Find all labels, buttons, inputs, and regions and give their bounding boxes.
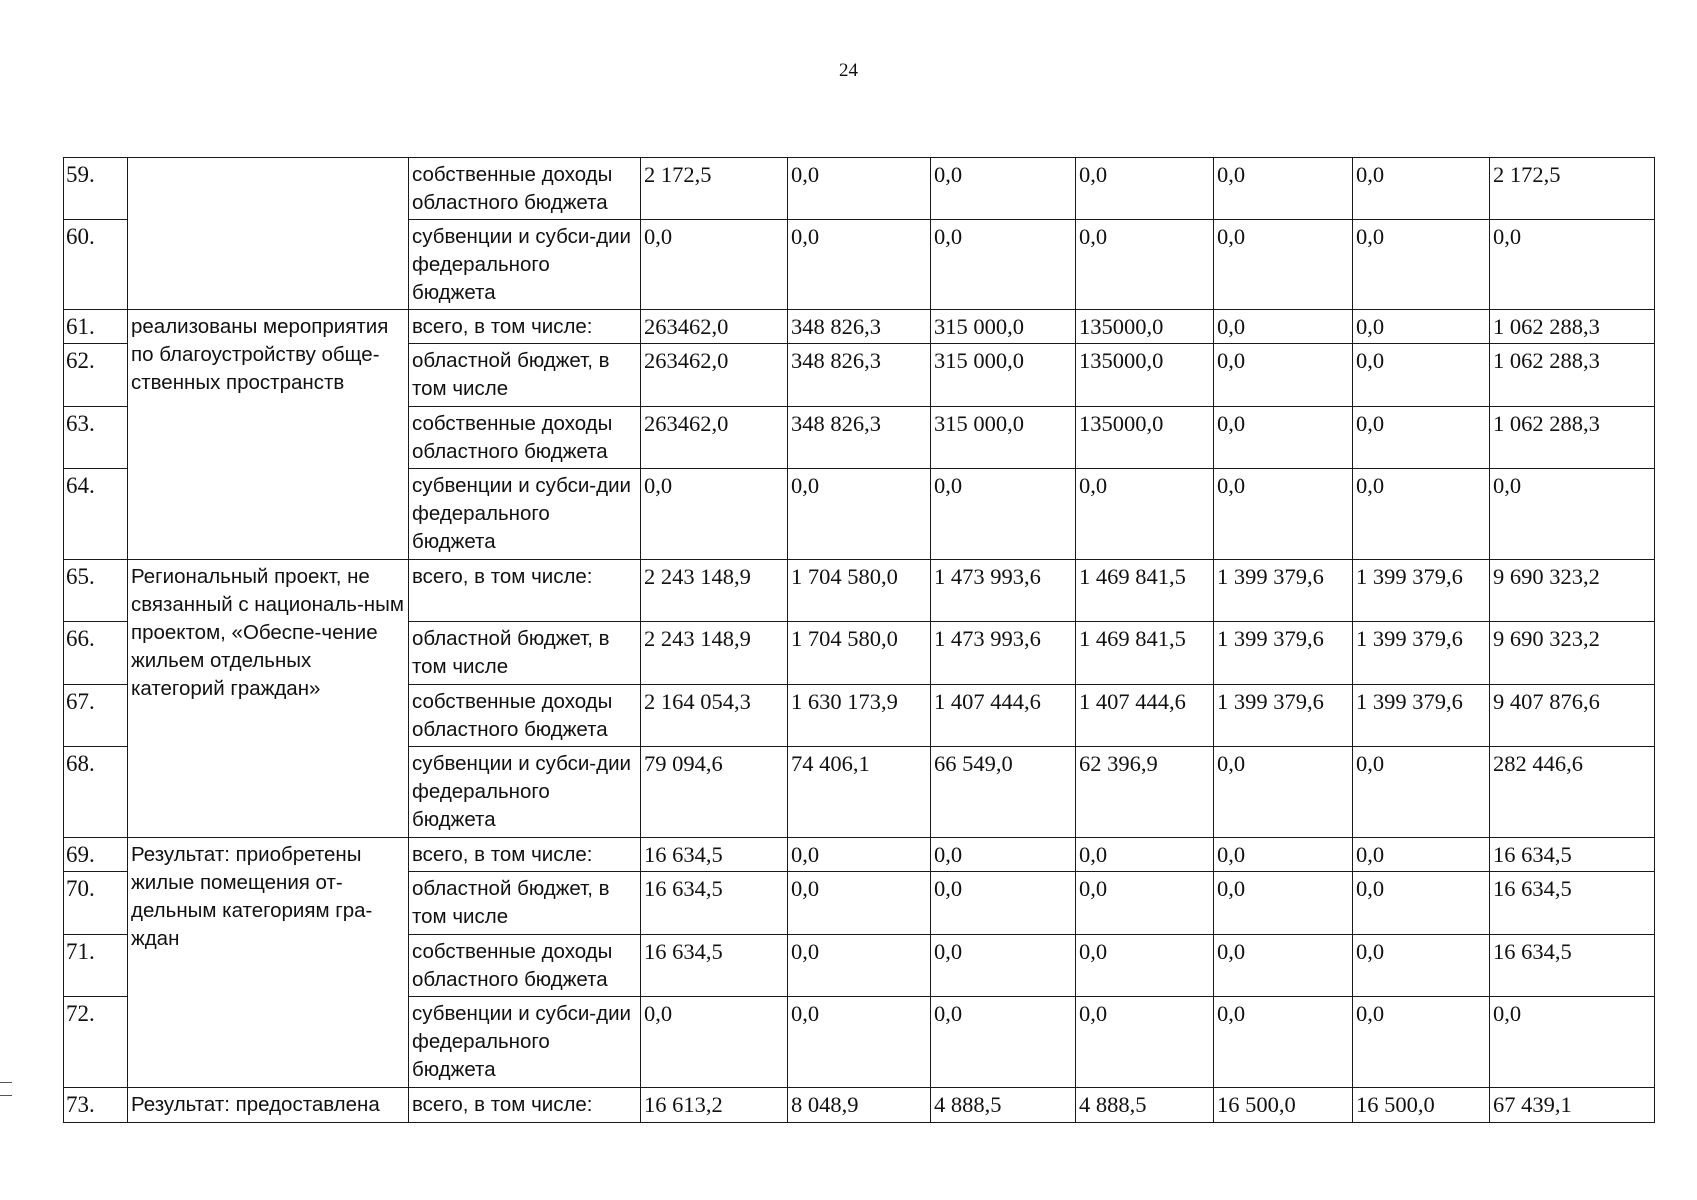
funding-source: всего, в том числе: [409,310,641,344]
value-cell: 0,0 [1076,838,1214,872]
total-cell: 9 690 323,2 [1490,560,1655,622]
scan-margin-marks [0,1082,12,1108]
value-cell: 0,0 [1353,747,1490,838]
value-cell: 135000,0 [1076,407,1214,469]
value-cell: 79 094,6 [641,747,788,838]
funding-source: субвенции и субси-дии федерального бюджета [409,747,641,838]
value-cell: 0,0 [1214,997,1353,1088]
value-cell: 1 399 379,6 [1214,560,1353,622]
value-cell: 0,0 [641,469,788,560]
row-number: 59. [64,158,128,220]
total-cell: 282 446,6 [1490,747,1655,838]
table-row [64,158,1655,220]
value-cell: 2 243 148,9 [641,560,788,622]
total-cell: 0,0 [1490,220,1655,310]
value-cell: 1 469 841,5 [1076,622,1214,685]
funding-source: собственные доходы областного бюджета [409,407,641,469]
budget-table [63,157,1655,1123]
value-cell: 0,0 [1353,310,1490,344]
table-row [64,1088,1655,1123]
total-cell: 0,0 [1490,469,1655,560]
row-number: 71. [64,935,128,997]
row-number: 64. [64,469,128,560]
value-cell: 0,0 [1076,220,1214,310]
value-cell: 0,0 [1353,220,1490,310]
row-number: 68. [64,747,128,838]
value-cell: 0,0 [1076,469,1214,560]
page-number: 24 [839,60,858,81]
funding-source: всего, в том числе: [409,1088,641,1123]
value-cell: 1 630 173,9 [788,685,931,747]
funding-source: собственные доходы областного бюджета [409,935,641,997]
value-cell: 348 826,3 [788,310,931,344]
value-cell: 1 399 379,6 [1214,622,1353,685]
value-cell: 0,0 [1214,158,1353,220]
value-cell: 1 407 444,6 [931,685,1076,747]
margin-tick [0,1095,12,1096]
total-cell: 1 062 288,3 [1490,310,1655,344]
value-cell: 348 826,3 [788,407,931,469]
value-cell: 315 000,0 [931,407,1076,469]
value-cell: 315 000,0 [931,310,1076,344]
row-number: 73. [64,1088,128,1123]
row-number: 67. [64,685,128,747]
value-cell: 0,0 [788,838,931,872]
value-cell: 16 500,0 [1214,1088,1353,1123]
value-cell: 0,0 [1353,872,1490,935]
row-number: 66. [64,622,128,685]
value-cell: 16 613,2 [641,1088,788,1123]
value-cell: 0,0 [1214,310,1353,344]
value-cell: 1 704 580,0 [788,622,931,685]
value-cell: 0,0 [788,158,931,220]
value-cell: 348 826,3 [788,344,931,407]
group-label: реализованы мероприятия по благоустройству обще-ственных пространств [128,310,409,560]
value-cell: 0,0 [788,220,931,310]
funding-source: собственные доходы областного бюджета [409,158,641,220]
funding-source: всего, в том числе: [409,560,641,622]
total-cell: 2 172,5 [1490,158,1655,220]
funding-source: собственные доходы областного бюджета [409,685,641,747]
row-number: 62. [64,344,128,407]
value-cell: 0,0 [788,997,931,1088]
table-row [64,838,1655,872]
value-cell: 1 407 444,6 [1076,685,1214,747]
value-cell: 2 164 054,3 [641,685,788,747]
funding-source: всего, в том числе: [409,838,641,872]
funding-source: областной бюджет, в том числе [409,622,641,685]
value-cell: 135000,0 [1076,344,1214,407]
value-cell: 0,0 [1214,344,1353,407]
value-cell: 1 399 379,6 [1353,685,1490,747]
group-label: Региональный проект, не связанный с националь-ным проектом, «Обеспе-чение жильем отдельных категорий граждан» [128,560,409,838]
value-cell: 0,0 [931,220,1076,310]
margin-tick [0,1082,12,1083]
value-cell: 0,0 [1214,407,1353,469]
value-cell: 0,0 [931,838,1076,872]
value-cell: 0,0 [1214,469,1353,560]
value-cell: 0,0 [641,997,788,1088]
total-cell: 16 634,5 [1490,872,1655,935]
value-cell: 0,0 [1353,838,1490,872]
value-cell: 2 243 148,9 [641,622,788,685]
funding-source: субвенции и субси-дии федерального бюджета [409,469,641,560]
row-number: 63. [64,407,128,469]
value-cell: 0,0 [788,469,931,560]
value-cell: 0,0 [931,158,1076,220]
value-cell: 4 888,5 [931,1088,1076,1123]
value-cell: 1 473 993,6 [931,560,1076,622]
group-label [128,158,409,310]
value-cell: 0,0 [1214,838,1353,872]
total-cell: 1 062 288,3 [1490,407,1655,469]
value-cell: 0,0 [1076,997,1214,1088]
value-cell: 16 634,5 [641,838,788,872]
value-cell: 263462,0 [641,407,788,469]
row-number: 69. [64,838,128,872]
group-label: Результат: предоставлена [128,1088,409,1123]
value-cell: 1 473 993,6 [931,622,1076,685]
total-cell: 0,0 [1490,997,1655,1088]
value-cell: 0,0 [788,872,931,935]
funding-source: областной бюджет, в том числе [409,872,641,935]
value-cell: 0,0 [1076,872,1214,935]
value-cell: 0,0 [1353,935,1490,997]
value-cell: 1 399 379,6 [1353,622,1490,685]
total-cell: 67 439,1 [1490,1088,1655,1123]
value-cell: 0,0 [1214,747,1353,838]
value-cell: 263462,0 [641,344,788,407]
row-number: 65. [64,560,128,622]
value-cell: 1 704 580,0 [788,560,931,622]
value-cell: 16 634,5 [641,872,788,935]
total-cell: 16 634,5 [1490,935,1655,997]
value-cell: 62 396,9 [1076,747,1214,838]
table-row [64,560,1655,622]
value-cell: 0,0 [1214,872,1353,935]
value-cell: 0,0 [1353,344,1490,407]
total-cell: 1 062 288,3 [1490,344,1655,407]
row-number: 70. [64,872,128,935]
total-cell: 9 690 323,2 [1490,622,1655,685]
value-cell: 315 000,0 [931,344,1076,407]
value-cell: 0,0 [641,220,788,310]
value-cell: 135000,0 [1076,310,1214,344]
table-row [64,310,1655,344]
value-cell: 0,0 [1353,997,1490,1088]
value-cell: 0,0 [1353,158,1490,220]
value-cell: 1 399 379,6 [1353,560,1490,622]
value-cell: 16 634,5 [641,935,788,997]
value-cell: 0,0 [931,935,1076,997]
value-cell: 0,0 [1076,158,1214,220]
value-cell: 16 500,0 [1353,1088,1490,1123]
row-number: 60. [64,220,128,310]
total-cell: 9 407 876,6 [1490,685,1655,747]
value-cell: 1 469 841,5 [1076,560,1214,622]
group-label: Результат: приобретены жилые помещения от-дельным категориям гра-ждан [128,838,409,1088]
value-cell: 0,0 [1214,220,1353,310]
funding-source: областной бюджет, в том числе [409,344,641,407]
row-number: 72. [64,997,128,1088]
value-cell: 0,0 [931,997,1076,1088]
value-cell: 0,0 [1214,935,1353,997]
value-cell: 4 888,5 [1076,1088,1214,1123]
value-cell: 2 172,5 [641,158,788,220]
funding-source: субвенции и субси-дии федерального бюджета [409,220,641,310]
value-cell: 0,0 [931,872,1076,935]
value-cell: 74 406,1 [788,747,931,838]
value-cell: 0,0 [788,935,931,997]
value-cell: 1 399 379,6 [1214,685,1353,747]
value-cell: 8 048,9 [788,1088,931,1123]
value-cell: 0,0 [1353,469,1490,560]
value-cell: 263462,0 [641,310,788,344]
value-cell: 0,0 [931,469,1076,560]
value-cell: 0,0 [1353,407,1490,469]
value-cell: 0,0 [1076,935,1214,997]
total-cell: 16 634,5 [1490,838,1655,872]
funding-source: субвенции и субси-дии федерального бюджета [409,997,641,1088]
value-cell: 66 549,0 [931,747,1076,838]
row-number: 61. [64,310,128,344]
